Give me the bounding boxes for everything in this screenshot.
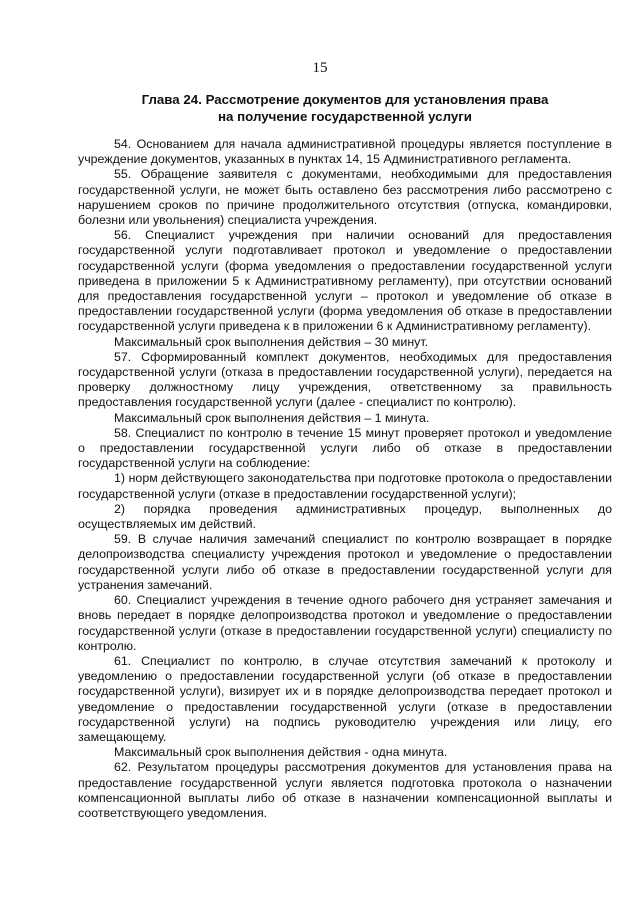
paragraph-55: 55. Обращение заявителя с документами, необходимыми для предоставления государственной услуги, не может быть оставлено без рассмотрения либо рассмотрено с нарушением сроков по причине продолжительного отсутствия (отпуска, командировки, болезни или увольнения) специалиста учреждения. [78,167,612,228]
chapter-title-line-1: Глава 24. Рассмотрение документов для установления права [141,92,549,107]
chapter-title-line-2: на получение государственной услуги [218,109,472,124]
paragraph-60: 60. Специалист учреждения в течение одного рабочего дня устраняет замечания и вновь передает в порядке делопроизводства протокол и уведомление о предоставлении государственной услуги (отказе в предоставлении государственной услуги) специалисту по контролю. [78,593,612,653]
list-item-2: 2) порядка проведения административных процедур, выполненных до осуществляемых им действий. [78,501,612,532]
paragraph-59: 59. В случае наличия замечаний специалист по контролю возвращает в порядке делопроизводства специалисту учреждения протокол и уведомление о предоставлении государственной услуги либо об отказе в предоставлении государственной услуги для устранения замечаний. [78,532,612,592]
page-number: 15 [312,60,328,76]
paragraph-58: 58. Специалист по контролю в течение 15 минут проверяет протокол и уведомление о предоставлении государственной услуги либо об отказе в предоставлении государственной услуги на соблюдение: [78,425,612,471]
paragraph-56: 56. Специалист учреждения при наличии оснований для предоставления государственной услуги подготавливает протокол и уведомление о предоставлении государственной услуги (форма уведомления о предоставлении государственной услуги приведена в приложении 5 к Административному регламенту), при отсутствии оснований для предоставления государственной услуги – протокол и уведомление об отказе в предоставлении государственной услуги (форма уведомления об отказе в предоставлении государственной услуги приведена к в приложении 6 к Административному регламенту). [78,228,612,334]
max-time-note: Максимальный срок выполнения действия – 1 минута. [114,410,430,425]
chapter-title [78,91,612,125]
paragraph-61: 61. Специалист по контролю, в случае отсутствия замечаний к протоколу и уведомлению о предоставлении государственной услуги (об отказе в предоставлении государственной услуги), визирует их и в порядке делопроизводства передает протокол и уведомление о предоставлении государственной услуги (отказе в предоставлении государственной услуги) на подпись руководителю учреждения или лицу, его замещающему. [78,653,612,744]
paragraph-62: 62. Результатом процедуры рассмотрения документов для установления права на предоставление государственной услуги является подготовка протокола о назначении компенсационной выплаты либо об отказе в назначении компенсационной выплаты и соответствующего уведомления. [78,760,612,820]
max-time-note: Максимальный срок выполнения действия - одна минута. [114,745,448,760]
paragraph-54: 54. Основанием для начала административной процедуры является поступление в учреждение документов, указанных в пунктах 14, 15 Административного регламента. [78,137,612,167]
document-body [78,137,612,821]
list-item-1: 1) норм действующего законодательства при подготовке протокола о предоставлении государственной услуги (отказе в предоставлении государственной услуги); [78,471,612,501]
paragraph-57: 57. Сформированный комплект документов, необходимых для предоставления государственной услуги (отказа в предоставлении государственной услуги), передается на проверку должностному лицу учреждения, ответственному за правильность предоставления государственной услуги (далее - специалист по контролю). [78,349,612,410]
max-time-note: Максимальный срок выполнения действия – 30 минут. [114,334,429,349]
